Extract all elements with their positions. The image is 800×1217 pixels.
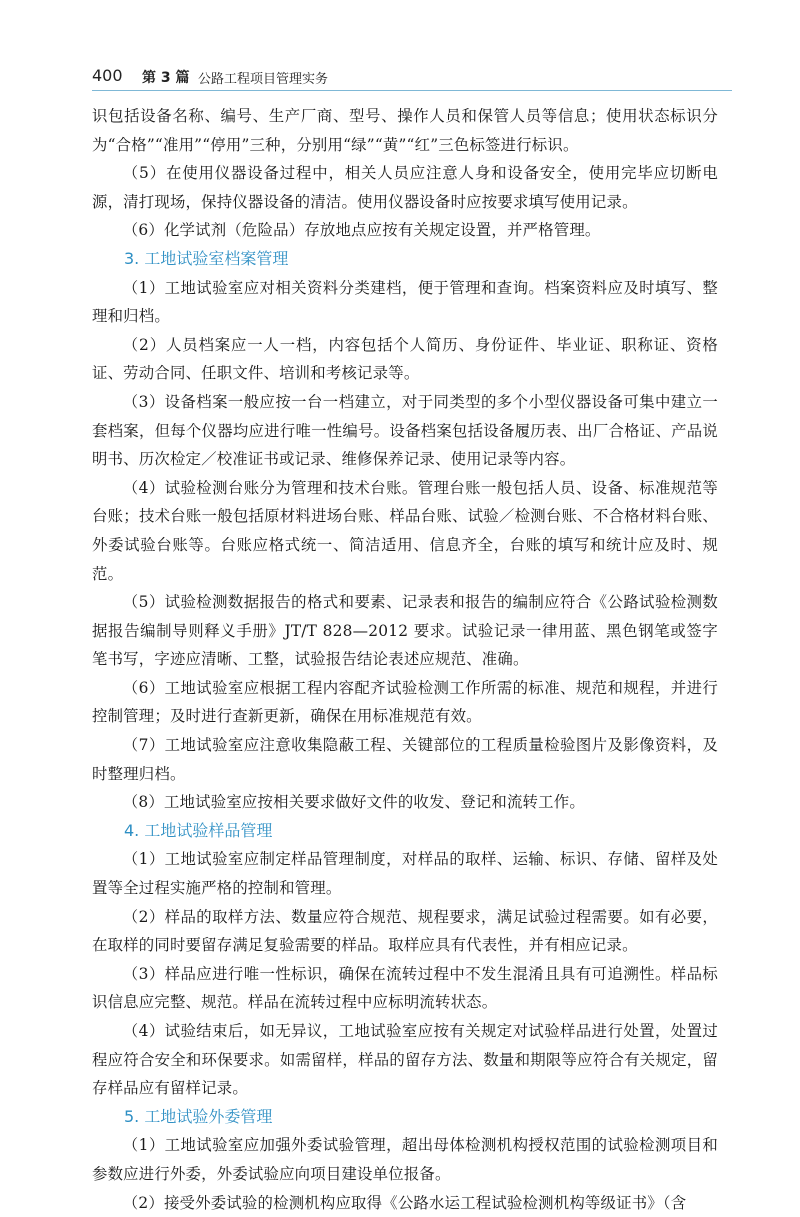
paragraph: （6）工地试验室应根据工程内容配齐试验检测工作所需的标准、规范和规程，并进行控制管理；及时进行查新更新，确保在用标准规范有效。 — [92, 678, 718, 726]
paragraph: （1）工地试验室应加强外委试验管理，超出母体检测机构授权范围的试验检测项目和参数应进行外委，外委试验应向项目建设单位报备。 — [92, 1136, 718, 1183]
paragraph: （5）试验检测数据报告的格式和要素、记录表和报告的编制应符合《公路试验检测数据报告编制导则释义手册》JT/T 828—2012 要求。试验记录一律用蓝、黑色钢笔或签字笔书写，字迹应清晰、工整，试验报告结论表述应规范、准确。 — [92, 593, 718, 669]
paragraph: （2）人员档案应一人一档，内容包括个人简历、身份证件、毕业证、职称证、资格证、劳动合同、任职文件、培训和考核记录等。 — [92, 335, 718, 383]
paragraph-continuation: 识包括设备名称、编号、生产厂商、型号、操作人员和保管人员等信息；使用状态标识分为“合格”“准用”“停用”三种，分别用“绿”“黄”“红”三色标签进行标识。 — [92, 107, 718, 154]
paragraph: （8）工地试验室应按相关要求做好文件的收发、登记和流转工作。 — [122, 793, 585, 812]
page-number: 400 — [92, 66, 123, 85]
paragraph: （7）工地试验室应注意收集隐蔽工程、关键部位的工程质量检验图片及影像资料，及时整理归档。 — [92, 736, 718, 783]
body-text — [92, 102, 718, 1217]
paragraph: （5）在使用仪器设备过程中，相关人员应注意人身和设备安全，使用完毕应切断电源，清打现场，保持仪器设备的清洁。使用仪器设备时应按要求填写使用记录。 — [92, 164, 718, 211]
paragraph: （3）样品应进行唯一性标识，确保在流转过程中不发生混淆且具有可追溯性。样品标识信息应完整、规范。样品在流转过程中应标明流转状态。 — [92, 964, 718, 1012]
paragraph: （4）试验检测台账分为管理和技术台账。管理台账一般包括人员、设备、标准规范等台账；技术台账一般包括原材料进场台账、样品台账、试验／检测台账、不合格材料台账、外委试验台账等。台账应格式统一、简洁适用、信息齐全，台账的填写和统计应及时、规范。 — [92, 478, 718, 583]
section-heading: 4. 工地试验样品管理 — [124, 820, 273, 840]
paragraph: （1）工地试验室应对相关资料分类建档，便于管理和查询。档案资料应及时填写、整理和归档。 — [92, 278, 718, 326]
paragraph: （2）接受外委试验的检测机构应取得《公路水运工程试验检测机构等级证书》（含 — [122, 1193, 687, 1212]
book-title: 公路工程项目管理实务 — [198, 72, 329, 87]
section-heading: 5. 工地试验外委管理 — [124, 1106, 273, 1126]
paragraph: （4）试验结束后，如无异议，工地试验室应按有关规定对试验样品进行处置，处置过程应符合安全和环保要求。如需留样，样品的留存方法、数量和期限等应符合有关规定，留存样品应有留样记录。 — [92, 1022, 718, 1098]
part-label: 第 3 篇 — [142, 70, 190, 86]
paragraph: （3）设备档案一般应按一台一档建立，对于同类型的多个小型仪器设备可集中建立一套档案，但每个仪器均应进行唯一性编号。设备档案包括设备履历表、出厂合格证、产品说明书、历次检定／校准证书或记录、维修保养记录、使用记录等内容。 — [92, 392, 718, 469]
paragraph: （1）工地试验室应制定样品管理制度，对样品的取样、运输、标识、存储、留样及处置等全过程实施严格的控制和管理。 — [92, 850, 718, 898]
paragraph: （2）样品的取样方法、数量应符合规范、规程要求，满足试验过程需要。如有必要，在取样的同时要留存满足复验需要的样品。取样应具有代表性，并有相应记录。 — [92, 907, 718, 955]
section-heading: 3. 工地试验室档案管理 — [124, 248, 289, 268]
page-header — [92, 60, 732, 92]
header-rule — [92, 90, 732, 91]
paragraph: （6）化学试剂（危险品）存放地点应按有关规定设置，并严格管理。 — [122, 221, 601, 240]
